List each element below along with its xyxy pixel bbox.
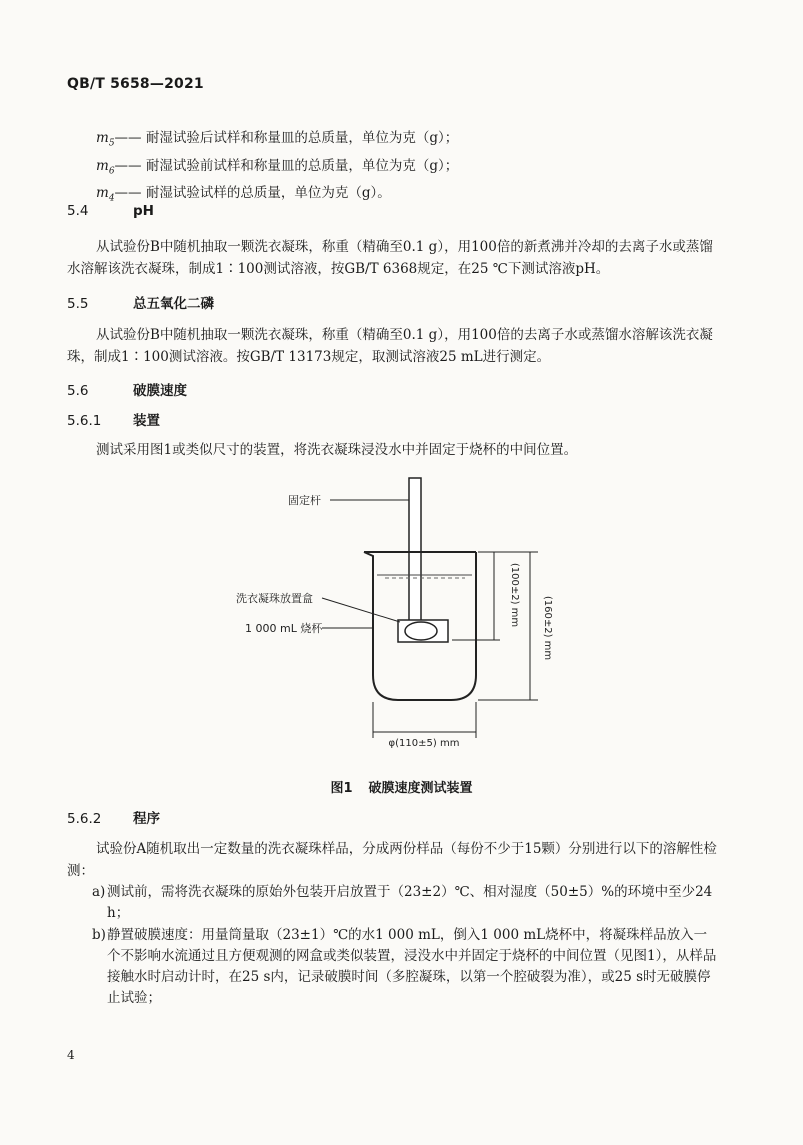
definition-m6 [96, 155, 458, 183]
leader-box [322, 598, 400, 622]
section-5-6-1-heading: 5.6.1 装置 [67, 413, 160, 429]
dim-160-label: (160±2) mm [542, 595, 553, 661]
section-5-6-1-body: 测试采用图1或类似尺寸的装置，将洗衣凝珠浸没水中并固定于烧杯的中间位置。 [96, 442, 578, 458]
dim-100-label: (100±2) mm [509, 562, 520, 628]
laundry-pod [405, 622, 437, 640]
dash: —— [114, 157, 142, 174]
definition-m5 [96, 127, 458, 155]
symbol: $m_5$ [96, 130, 115, 149]
dim-110-label: φ(110±5) mm [388, 738, 460, 749]
procedure-list [67, 882, 717, 1010]
figure-1-apparatus [0, 470, 803, 770]
dash: —— [114, 130, 142, 146]
dash: —— [114, 185, 142, 202]
definition-text: 耐湿试验试样的总质量，单位为克（g）。 [145, 185, 391, 202]
symbol-definitions [96, 127, 458, 210]
section-5-5-body: 从试验份B中随机抽取一颗洗衣凝珠，称重（精确至0.1 g），用100倍的去离子水或蒸馏水溶解该洗衣凝珠，制成1∶100测试溶液。按GB/T 13173规定，取测试溶液25 mL进行测定。 [67, 327, 713, 365]
section-5-6-2-body: 试验份A随机取出一定数量的洗衣凝珠样品，分成两份样品（每份不少于15颗）分别进行以下的溶解性检测： [67, 841, 717, 879]
symbol: $m_6$ [96, 157, 115, 177]
section-5-4-body: 从试验份B中随机抽取一颗洗衣凝珠，称重（精确至0.1 g），用100倍的新煮沸并冷却的去离子水或蒸馏水溶解该洗衣凝珠，制成1∶100测试溶液，按GB/T 6368规定，在25 ℃下测试溶液pH。 [67, 239, 713, 277]
standard-code: QB/T 5658—2021 [67, 76, 204, 92]
figure-1-caption: 图1 破膜速度测试装置 [330, 781, 473, 796]
label-holder-box: 洗衣凝珠放置盒 [236, 592, 313, 605]
section-5-6-2-heading: 5.6.2 程序 [67, 811, 160, 827]
list-item: a) 测试前，需将洗衣凝珠的原始外包装开启放置于（23±2）℃、相对湿度（50±5）%的环境中至少24 h； [92, 884, 713, 921]
label-fixed-rod: 固定杆 [288, 494, 321, 507]
definition-text: 耐湿试验前试样和称量皿的总质量，单位为克（g）； [145, 157, 459, 174]
section-5-6-heading: 5.6 破膜速度 [67, 383, 187, 399]
section-5-4-heading: 5.4 pH [67, 203, 154, 219]
definition-text: 耐湿试验后试样和称量皿的总质量，单位为克（g）； [145, 130, 459, 146]
list-item: b) 静置破膜速度：用量筒量取（23±1）℃的水1 000 mL，倒入1 000 mL烧杯中，将凝珠样品放入一个不影响水流通过且方便观测的网盒或类似装置，浸没水中并固定于烧杯的中间位置（见图1），从样品接触水时启动计时，在25 s内，记录破膜时间（多腔凝珠，以第一个腔破裂为准），或25 s时无破膜停止试验； [92, 927, 717, 1006]
section-5-5-heading: 5.5 总五氧化二磷 [67, 296, 214, 312]
label-beaker: 1 000 mL 烧杯 [245, 622, 323, 635]
page-number: 4 [67, 1048, 75, 1062]
symbol: $m_4$ [96, 185, 115, 205]
